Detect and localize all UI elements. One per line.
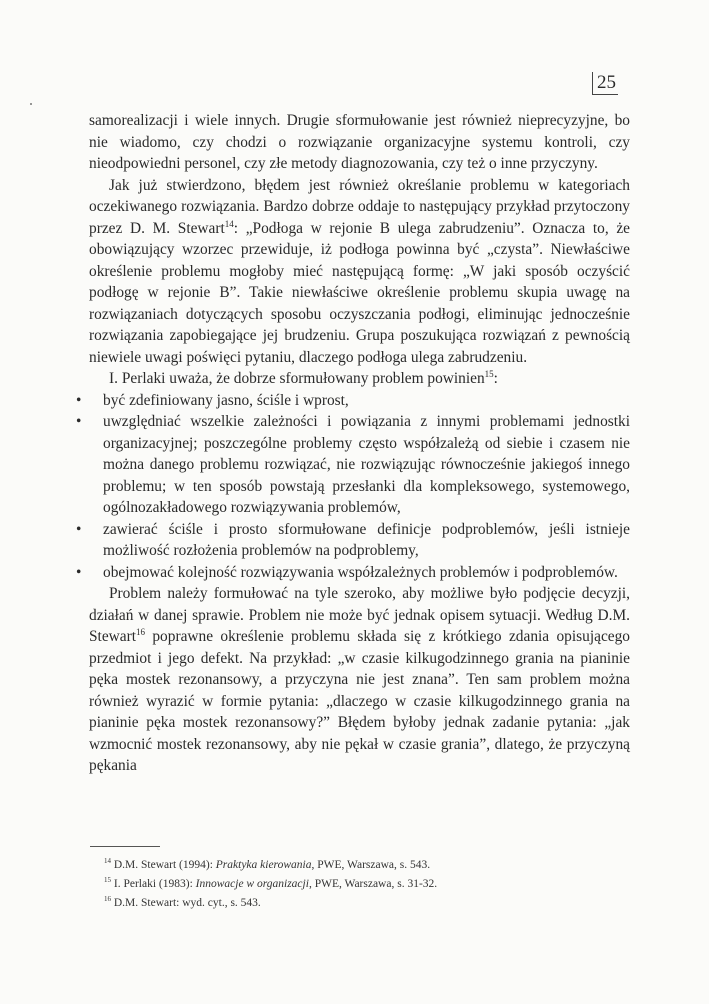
list-item-text: być zdefiniowany jasno, ściśle i wprost,	[103, 391, 349, 409]
paragraph-text: poprawne określenie problemu składa się z krótkiego zdania opisującego przedmiot i jego defekt. Na przykład: „w czasie kilkugodzinnego grania na pianinie pęka mostek rezonansowy, a przyczyna nie jest znana”. Ten sam problem można również wyrazić w formie pytania: „dlaczego w czasie kilkugodzinnego grania na pianinie pęka mostek rezonansowy?” Błędem byłoby jednak zadanie pytania: „jak wzmocnić mostek rezonansowy, aby nie pękał w czasie grania”, dlatego, że przyczyną pękania	[89, 628, 630, 774]
paragraph-text: I. Perlaki uważa, że dobrze sformułowany problem powinien	[109, 370, 485, 387]
paragraph: samorealizacji i wiele innych. Drugie sformułowanie jest również nieprecyzyjne, bo nie wiadomo, czy chodzi o rozwiązanie organizacyjne systemu kontroli, czy nieodpowiedni personel, czy złe metody diagnozowania, czy też o inne przyczyny.	[89, 112, 630, 172]
list-item	[76, 562, 630, 584]
list-item	[76, 519, 630, 562]
paragraph-text: : „Podłoga w rejonie B ulega zabrudzeniu”. Oznacza to, że obowiązujący wzorzec przewiduje, iż podłoga powinna być „czysta”. Niewłaściwe określenie problemu mogłoby mieć następującą formę: „W jaki sposób oczyścić podłogę w rejonie B”. Takie niewłaściwe określenie problemu skupia uwagę na rozwiązaniach dotyczących sposobu oczyszczania podłogi, eliminując jednocześnie rozwiązania zapobiegające jej brudzeniu. Grupa poszukująca rozwiązań z pewnością niewiele uwagi poświęci pytaniu, dlaczego podłoga ulega zabrudzeniu.	[89, 219, 631, 366]
footnotes	[104, 856, 624, 913]
footnote	[104, 875, 624, 894]
list-item	[76, 390, 630, 412]
paragraph-text: :	[493, 370, 498, 387]
footnote-ref: 15	[484, 368, 494, 379]
footnote-ref: 14	[224, 218, 234, 229]
paragraph-text: Jak już stwierdzono, błędem jest również określanie problemu w kategoriach oczekiwanego rozwiązania. Bardzo dobrze oddaje to następujący przykład przytoczony przez D. M. Stewart	[89, 176, 630, 237]
footnote-number: 14	[104, 857, 111, 866]
bullet-list	[76, 390, 630, 584]
list-item-text: obejmować kolejność rozwiązywania współzależnych problemów i podproblemów.	[103, 563, 618, 581]
footnote-text: D.M. Stewart: wyd. cyt., s. 543.	[113, 897, 261, 909]
paragraph	[89, 175, 630, 369]
paragraph	[89, 368, 630, 390]
bullet-icon: •	[76, 520, 82, 538]
footnote-title: Praktyka kierowania	[215, 859, 312, 871]
footnote	[104, 894, 624, 913]
bullet-icon: •	[76, 413, 82, 430]
bullet-icon: •	[76, 563, 82, 581]
bullet-icon: •	[76, 391, 82, 409]
list-item-text: uwzględniać wszelkie zależności i powiązania z innymi problemami jednostki organizacyjnej; poszczególne problemy często współzależą od siebie i czasem nie można danego problemu rozwiązać, nie rozwiązując równocześnie jakiegoś innego problemu; w ten sposób powstają przesłanki dla kompleksowego, systemowego, ogólnozakładowego rozwiązywania problemów,	[103, 413, 630, 516]
footnote-divider	[90, 846, 160, 847]
scan-speck	[30, 103, 32, 105]
footnote-ref: 16	[136, 626, 146, 637]
footnote-number: 16	[104, 895, 111, 904]
paragraph-text: Problem należy formułować na tyle szeroko, aby możliwe było podjęcie decyzji, działań w danej sprawie. Problem nie może być jednak opisem sytuacji. Według D.M. Stewart	[89, 585, 630, 645]
paragraph	[89, 583, 630, 777]
list-item-text: zawierać ściśle i prosto sformułowane definicje podproblemów, jeśli istnieje możliwość rozłożenia problemów na podproblemy,	[103, 520, 630, 559]
footnote-number: 15	[104, 876, 111, 885]
page-number: 25	[592, 72, 618, 95]
footnote-text: D.M. Stewart (1994):	[113, 859, 216, 871]
footnote-title: Innowacje w organizacji	[195, 878, 309, 890]
footnote-text: , PWE, Warszawa, s. 31-32.	[308, 878, 438, 890]
footnote-text: , PWE, Warszawa, s. 543.	[311, 859, 431, 871]
list-item	[76, 411, 630, 519]
main-text	[76, 110, 631, 777]
footnote	[104, 856, 624, 875]
footnote-text: I. Perlaki (1983):	[113, 878, 196, 890]
